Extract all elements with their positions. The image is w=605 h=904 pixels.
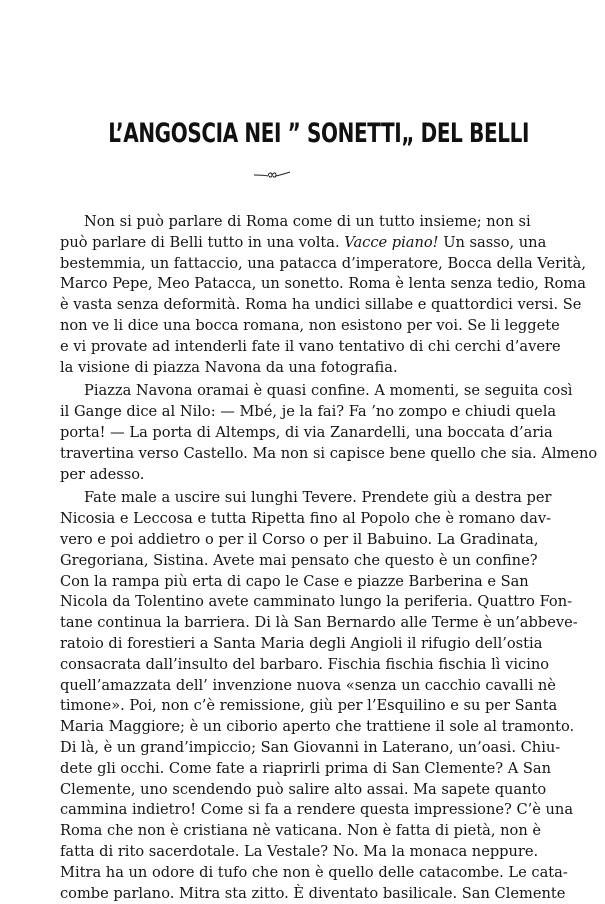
text-segment: Roma che non è cristiana nè vaticana. Non è fatta di pietà, non è	[60, 822, 541, 839]
text-segment: timone». Poi, non c’è remissione, giù per l’Esquilino e su per Santa	[60, 697, 557, 714]
text-line	[60, 676, 490, 697]
text-line	[60, 780, 490, 801]
swirl-ornament-icon	[252, 166, 292, 182]
text-segment: Piazza Navona oramai è quasi confine. A momenti, se seguita così	[84, 382, 572, 399]
text-line	[60, 613, 490, 634]
text-segment: fatta di rito sacerdotale. La Vestale? No. Ma la monaca neppure.	[60, 843, 538, 860]
text-segment: Gregoriana, Sistina. Avete mai pensato che questo è un confine?	[60, 552, 538, 569]
text-segment: Maria Maggiore; è un ciborio aperto che trattiene il sole al tramonto.	[60, 718, 574, 735]
text-line	[60, 212, 490, 233]
text-line	[60, 530, 490, 551]
text-line	[60, 465, 490, 486]
text-segment: Clemente, uno scendendo può salire alto assai. Ma sapete quanto	[60, 781, 546, 798]
text-line	[60, 655, 490, 676]
text-segment: Nicosia e Leccosa e tutta Ripetta fino al Popolo che è romano dav-	[60, 510, 551, 527]
text-line	[60, 592, 490, 613]
text-line	[60, 696, 490, 717]
text-line	[60, 381, 490, 402]
text-line	[60, 759, 490, 780]
text-line	[60, 717, 490, 738]
text-line	[60, 738, 490, 759]
text-segment: vero e poi addietro o per il Corso o per il Babuino. La Gradinata,	[60, 531, 539, 548]
body-text	[60, 212, 490, 904]
text-segment: cammina indietro! Come si fa a rendere questa impressione? C’è una	[60, 801, 573, 818]
text-segment: tane continua la barriera. Di là San Bernardo alle Terme è un’abbeve-	[60, 614, 578, 631]
text-line	[60, 274, 490, 295]
text-segment: può parlare di Belli tutto in una volta.	[60, 234, 344, 251]
text-line	[60, 572, 490, 593]
text-segment: bestemmia, un fattaccio, una patacca d’imperatore, Bocca della Verità,	[60, 255, 586, 272]
text-segment: per adesso.	[60, 466, 144, 483]
text-segment: il Gange dice al Nilo: — Mbé, je la fai? Fa ’no zompo e chiudi quela	[60, 403, 556, 420]
chapter-title: L’ANGOSCIA NEI ” SONETTI„ DEL BELLI	[108, 112, 497, 156]
text-segment: Un sasso, una	[439, 234, 547, 251]
text-segment: Marco Pepe, Meo Patacca, un sonetto. Roma è lenta senza tedio, Roma	[60, 275, 586, 292]
text-segment: Mitra ha un odore di tufo che non è quello delle catacombe. Le cata-	[60, 864, 568, 881]
text-line	[60, 402, 490, 423]
text-segment: Fate male a uscire sui lunghi Tevere. Prendete giù a destra per	[84, 489, 551, 506]
text-segment: consacrata dall’insulto del barbaro. Fischia fischia fischia lì vicino	[60, 656, 549, 673]
text-segment: dete gli occhi. Come fate a riaprirli prima di San Clemente? A San	[60, 760, 551, 777]
text-line	[60, 444, 490, 465]
text-line	[60, 863, 490, 884]
text-line	[60, 337, 490, 358]
text-segment: quell’amazzata dell’ invenzione nuova «senza un cacchio cavalli nè	[60, 677, 556, 694]
text-segment: Di là, è un grand’impiccio; San Giovanni in Laterano, un’oasi. Chiu-	[60, 739, 560, 756]
text-segment: la visione di piazza Navona da una fotografia.	[60, 359, 398, 376]
text-segment: non ve li dice una bocca romana, non esistono per voi. Se li leggete	[60, 317, 560, 334]
text-line	[60, 254, 490, 275]
text-line	[60, 634, 490, 655]
text-line	[60, 316, 490, 337]
text-line	[60, 884, 490, 904]
text-segment: Non si può parlare di Roma come di un tutto insieme; non si	[84, 213, 531, 230]
text-segment: Con la rampa più erta di capo le Case e piazze Barberina e San	[60, 573, 529, 590]
text-segment: Nicola da Tolentino avete camminato lungo la periferia. Quattro Fon-	[60, 593, 572, 610]
text-segment: e vi provate ad intenderli fate il vano tentativo di chi cerchi d’avere	[60, 338, 561, 355]
text-line	[60, 821, 490, 842]
text-segment: travertina verso Castello. Ma non si capisce bene quello che sia. Almeno	[60, 445, 597, 462]
text-segment: porta! — La porta di Altemps, di via Zanardelli, una boccata d’aria	[60, 424, 553, 441]
text-segment: combe parlano. Mitra sta zitto. È diventato basilicale. San Clemente	[60, 885, 565, 902]
text-line	[60, 233, 490, 254]
text-segment: è vasta senza deformità. Roma ha undici sillabe e quattordici versi. Se	[60, 296, 581, 313]
text-segment: ratoio di forestieri a Santa Maria degli Angioli il rifugio dell’ostia	[60, 635, 542, 652]
text-line	[60, 551, 490, 572]
text-line	[60, 423, 490, 444]
text-line	[60, 358, 490, 379]
text-line	[60, 509, 490, 530]
text-line	[60, 800, 490, 821]
text-line	[60, 842, 490, 863]
text-line	[60, 488, 490, 509]
italic-phrase: Vacce piano!	[344, 234, 438, 251]
text-line	[60, 295, 490, 316]
